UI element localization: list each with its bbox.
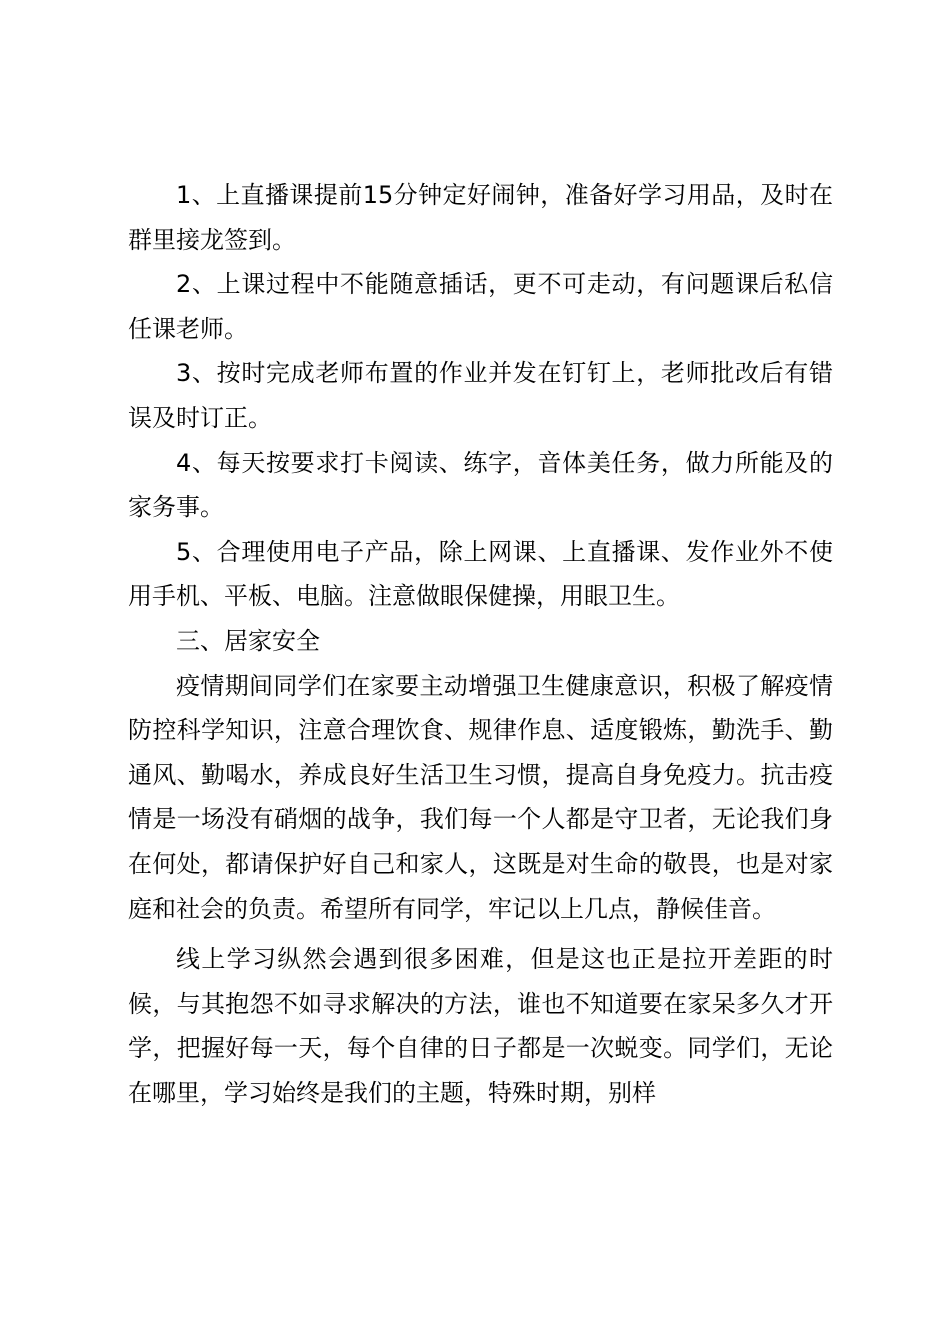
section-heading-home-safety: 三、居家安全 xyxy=(176,626,320,655)
paragraph-epidemic-safety: 疫情期间同学们在家要主动增强卫生健康意识，积极了解疫情防控科学知识，注意合理饮食、规律作息、适度锻炼，勤洗手、勤通风、勤喝水，养成良好生活卫生习惯，提高自身免疫力。抗击疫情是一场没有硝烟的战争，我们每一个人都是守卫者，无论我们身在何处，都请保护好自己和家人，这既是对生命的敬畏，也是对家庭和社会的负责。希望所有同学，牢记以上几点，静候佳音。 xyxy=(128,671,833,923)
paragraph-rule-3: 3、按时完成老师布置的作业并发在钉钉上，老师批改后有错误及时订正。 xyxy=(128,359,833,432)
paragraph-online-learning: 线上学习纵然会遇到很多困难，但是这也正是拉开差距的时候，与其抱怨不如寻求解决的方法，谁也不知道要在家呆多久才开学，把握好每一天，每个自律的日子都是一次蜕变。同学们，无论在哪里，学习始终是我们的主题，特殊时期，别样 xyxy=(128,945,833,1107)
paragraph-rule-5: 5、合理使用电子产品，除上网课、上直播课、发作业外不使用手机、平板、电脑。注意做眼保健操，用眼卫生。 xyxy=(128,537,833,611)
paragraph-rule-1: 1、上直播课提前15分钟定好闹钟，准备好学习用品，及时在群里接龙签到。 xyxy=(128,181,833,254)
paragraph-rule-4: 4、每天按要求打卡阅读、练字，音体美任务，做力所能及的家务事。 xyxy=(128,448,833,522)
paragraph-rule-2: 2、上课过程中不能随意插话，更不可走动，有问题课后私信任课老师。 xyxy=(128,270,833,343)
document-body xyxy=(128,173,833,1115)
